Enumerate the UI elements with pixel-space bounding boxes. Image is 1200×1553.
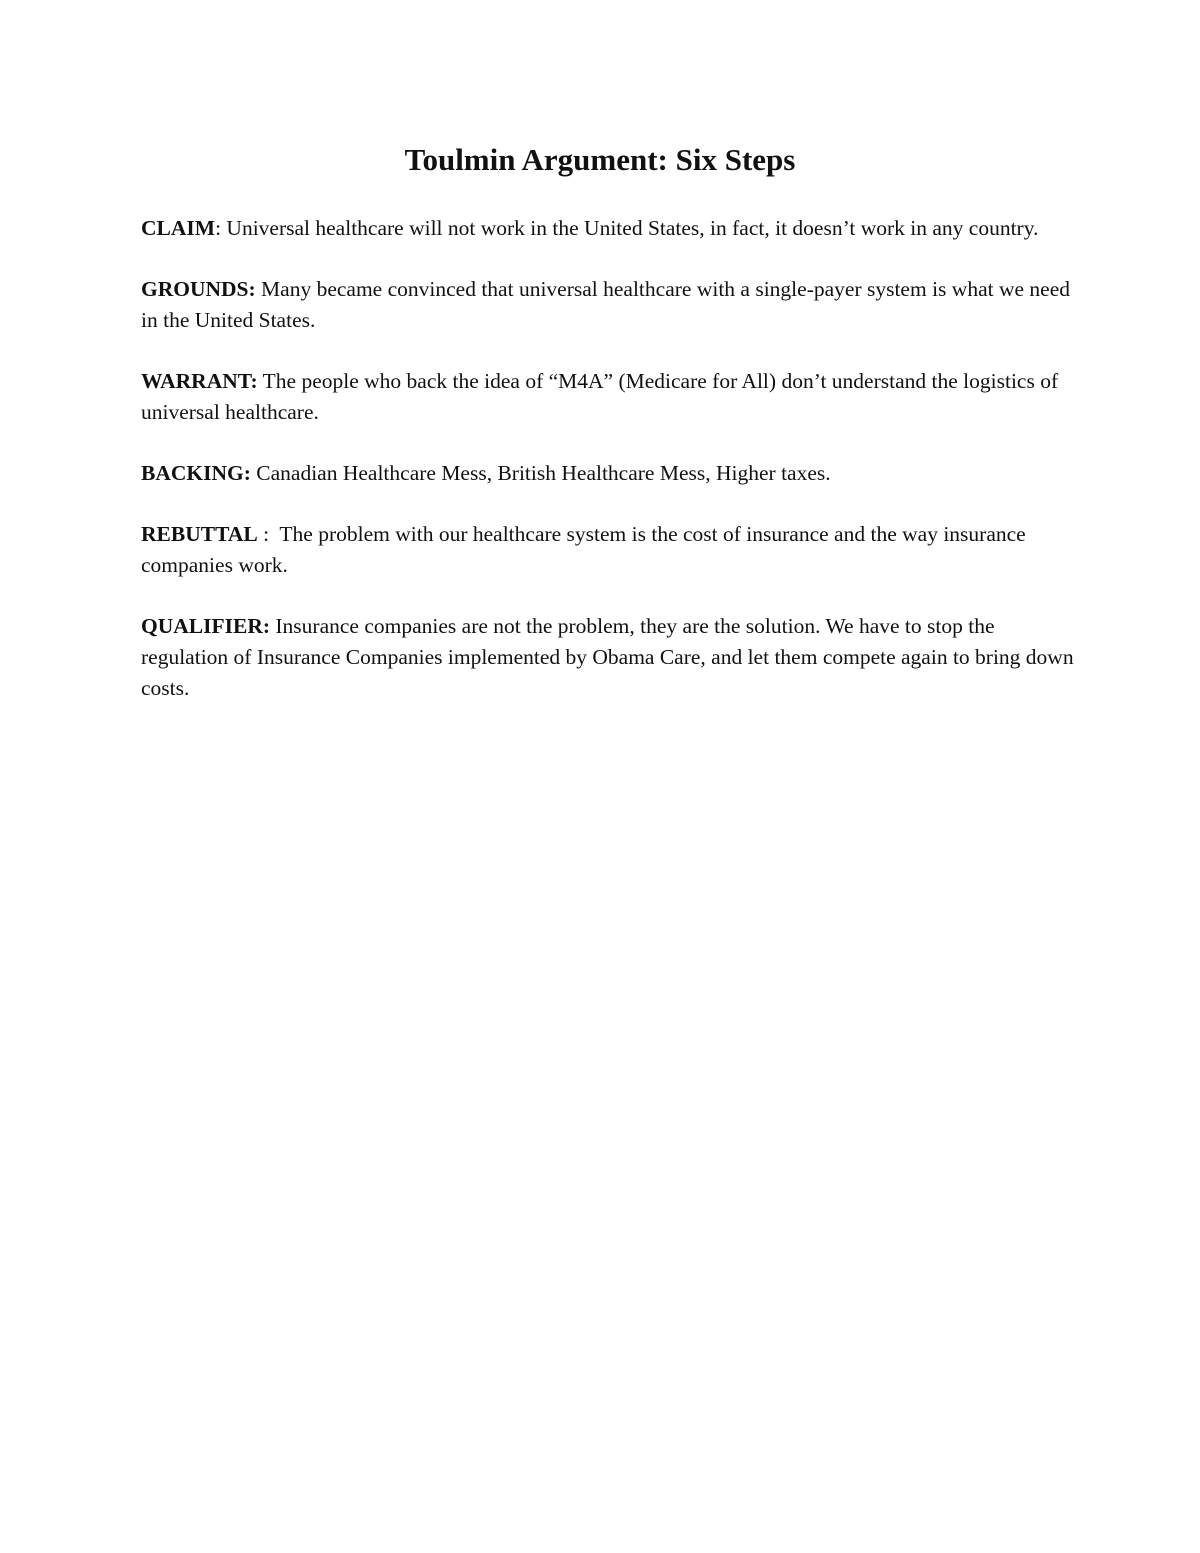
document-body xyxy=(141,213,1076,734)
section-qualifier xyxy=(141,611,1076,704)
section-separator: : xyxy=(215,216,227,240)
section-label: GROUNDS: xyxy=(141,277,256,301)
section-text: The problem with our healthcare system is the cost of insurance and the way insurance companies work. xyxy=(141,522,1026,577)
section-separator: : xyxy=(257,522,280,546)
section-warrant xyxy=(141,366,1076,428)
section-label: WARRANT: xyxy=(141,369,258,393)
section-rebuttal xyxy=(141,519,1076,581)
section-label: REBUTTAL xyxy=(141,522,258,546)
section-label: BACKING: xyxy=(141,461,251,485)
section-text: The people who back the idea of “M4A” (Medicare for All) don’t understand the logistics of universal healthcare. xyxy=(141,369,1059,424)
section-text: Insurance companies are not the problem, they are the solution. We have to stop the regulation of Insurance Companies implemented by Obama Care, and let them compete again to bring down costs. xyxy=(141,614,1074,700)
section-claim xyxy=(141,213,1076,244)
section-text: Universal healthcare will not work in the United States, in fact, it doesn’t work in any country. xyxy=(226,216,1039,240)
section-backing xyxy=(141,458,1076,489)
document-title: Toulmin Argument: Six Steps xyxy=(404,142,796,177)
section-grounds xyxy=(141,274,1076,336)
section-text: Canadian Healthcare Mess, British Healthcare Mess, Higher taxes. xyxy=(256,461,831,485)
section-label: CLAIM xyxy=(141,216,216,240)
section-label: QUALIFIER: xyxy=(141,614,271,638)
section-text: Many became convinced that universal healthcare with a single-payer system is what we need in the United States. xyxy=(141,277,1070,332)
